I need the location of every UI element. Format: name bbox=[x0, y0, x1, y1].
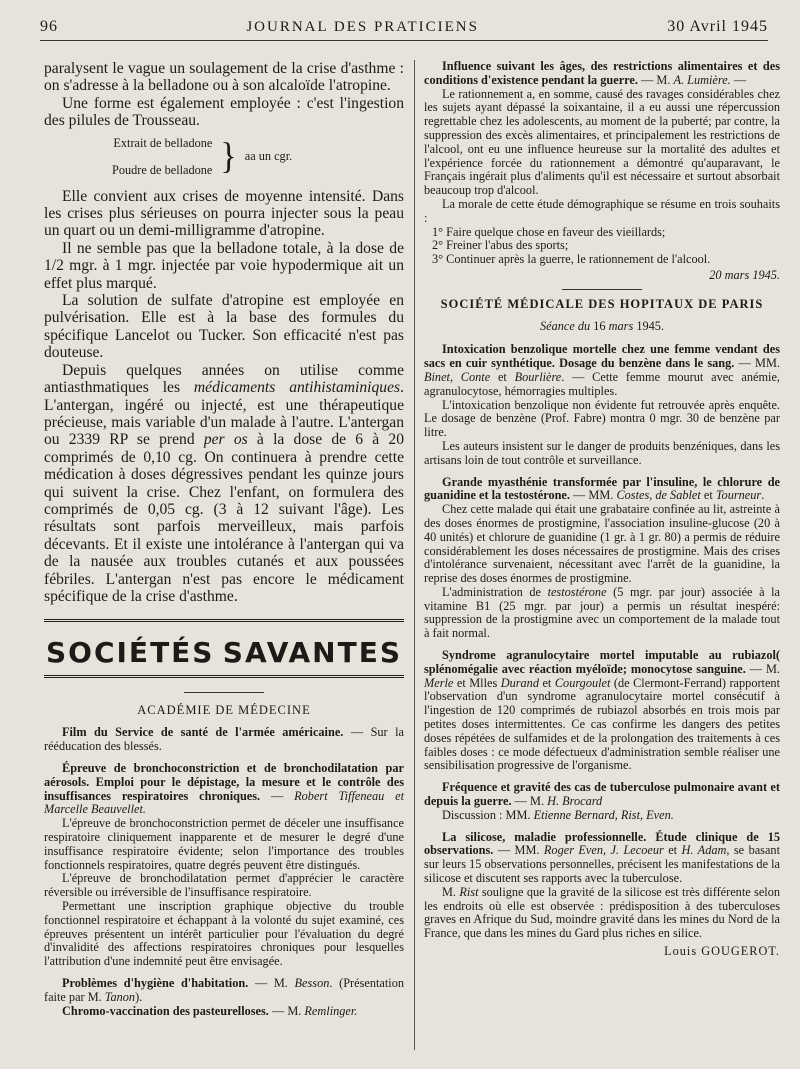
paragraph: L'épreuve de bronchodilatation permet d'apprécier le caractère réversible ou irréversible de l'insuffisance respiratoire. bbox=[44, 871, 404, 900]
report-entry: Fréquence et gravité des cas de tuberculose pulmonaire avant et depuis la guerre. — M. H. Brocard bbox=[424, 780, 780, 809]
list-item: 2° Freiner l'abus des sports; bbox=[432, 238, 569, 253]
right-column bbox=[424, 60, 780, 959]
societe-heading: SOCIÉTÉ MÉDICALE DES HOPITAUX DE PARIS bbox=[440, 296, 764, 311]
section-divider bbox=[44, 675, 404, 678]
section-heading: SOCIÉTÉS SAVANTES bbox=[46, 636, 402, 670]
paragraph: M. Rist souligne que la gravité de la silicose est très différente selon les endroits où elle est observée : prédisposition à des tuberculoses graves en Afrique du Sud, moindre gravité dans les mines du Nord de la France, que dans les mines du Gard plus riches en silice. bbox=[424, 884, 780, 941]
paragraph: Permettant une inscription graphique objective du trouble fonctionnel respiratoire et échappant à la volonté du sujet examiné, ces épreuves présentent un intérêt particulier pour l'évaluation du degré d'invalidité des affections respiratoires chroniques pour lesquelles l'attribution d'une indemnité peut être envisagée. bbox=[44, 898, 404, 969]
paragraph: L'épreuve de bronchoconstriction permet de déceler une insuffisance respiratoire cliniquement inapparente et de mesurer le degré d'une insuffisance respiratoire évidente; selon l'importance des troubles fonctionnels respiratoires, quatre degrés peuvent être distingués. bbox=[44, 816, 404, 872]
paragraph: Chez cette malade qui était une grabataire confinée au lit, astreinte à des doses énormes de prostigmine, l'association insuline-glucose (20 à 40 unités) et chlorure de guanidine (1 gr. à 1 gr. 80) a permis de réduire considérablement les doses nécessaires de prostigmine. Mais des crises d'intolérance survenaient, nécessitant avec l'arrêt de la guanidine, la reprise des doses énormes de prostigmine. bbox=[424, 502, 780, 586]
paragraph: Le rationnement a, en somme, causé des ravages considérables chez les sujets ayant dépassé la soixantaine, il a eu aussi une répercussion regrettable chez les adolescents, au moment de la puberté; par contre, la suppression des excès alimentaires, et principalement les restrictions de l'alcool, ont eu une influence heureuse sur la mortalité des adultes et l'expérience forcée du rationnement a démontré qu'auparavant, le Français ingérait plus d'aliments qu'il est nécessaire et surtout absorbait beaucoup trop d'alcool. bbox=[424, 86, 780, 198]
report-entry: La silicose, maladie professionnelle. Étude clinique de 15 observations. — MM. Roger Even, J. Lecoeur et H. Adam, se basant sur leurs 15 observations personnelles, précisent les manifestations de la silicose et discutent ses rapports avec la tuberculose. bbox=[424, 829, 780, 886]
paragraph: La solution de sulfate d'atropine est employée en pulvérisation. Elle est à la base des formules du spécifique Lancelot ou Tucker. Son efficacité n'est pas douteuse. bbox=[44, 292, 404, 362]
left-column bbox=[44, 60, 404, 1018]
page-header bbox=[40, 14, 768, 41]
report-entry: Film du Service de santé de l'armée américaine. — Sur la rééducation des blessés. bbox=[44, 725, 404, 754]
short-divider bbox=[562, 289, 642, 290]
report-entry: Intoxication benzolique mortelle chez une femme vendant des sacs en cuir synthétique. Dosage du benzène dans le sang. — MM. Binet, Conte et Bourlière. — Cette femme mourut avec anémie, agranulocytose, hémorragies multiples. bbox=[424, 342, 780, 398]
formula-ingredient: Extrait de belladone bbox=[113, 135, 213, 150]
report-entry: Grande myasthénie transformée par l'insuline, le chlorure de guanidine et la testostérone. — MM. Costes, de Sablet et Tourneur. bbox=[424, 474, 780, 503]
paragraph: La morale de cette étude démographique se résume en trois souhaits : bbox=[424, 196, 780, 225]
report-date: 20 mars 1945. bbox=[709, 267, 780, 282]
report-entry: Épreuve de bronchoconstriction et de bronchodilatation par aérosols. Emploi pour le dépistage, la mesure et le contrôle des insuffisances respiratoires chroniques. — Robert Tiffeneau et Marcelle Beauvellet. bbox=[44, 760, 404, 817]
paragraph: paralysent le vague un soulagement de la crise d'asthme : on s'adresse à la belladone ou à son alcaloïde l'atropine. bbox=[44, 60, 404, 95]
formula-dose: aa un cgr. bbox=[244, 149, 293, 164]
wish-list bbox=[424, 226, 780, 267]
signature: Louis GOUGEROT. bbox=[664, 944, 780, 959]
section-divider bbox=[44, 619, 404, 622]
paragraph: Une forme est également employée : c'est l'ingestion des pilules de Trousseau. bbox=[44, 94, 404, 130]
discussion-line: Discussion : MM. Etienne Bernard, Rist, Even. bbox=[442, 807, 674, 822]
column-divider bbox=[414, 60, 415, 1050]
paragraph: Elle convient aux crises de moyenne intensité. Dans les crises plus sérieuses on pourra injecter sous la peau un quart ou un demi-milligramme d'atropine. bbox=[44, 187, 404, 240]
issue-date: 30 Avril 1945 bbox=[667, 18, 768, 35]
prescription-formula bbox=[112, 136, 404, 178]
seance-date: Séance du 16 mars 1945. bbox=[539, 318, 664, 333]
report-entry: Problèmes d'hygiène d'habitation. — M. Besson. (Présentation faite par M. Tanon). bbox=[44, 975, 404, 1004]
report-entry: Influence suivant les âges, des restrictions alimentaires et des conditions d'existence pendant la guerre. — M. A. Lumière. — bbox=[424, 59, 780, 87]
formula-ingredient: Poudre de belladone bbox=[112, 162, 213, 177]
brace-symbol: } bbox=[220, 135, 237, 177]
paragraph: L'administration de testostérone (5 mgr. par jour) associée à la vitamine B1 (25 mgr. par jour) a permis un résultat inespéré: suppression de la prostigmine avec un comportement de la malade tout à fait normal. bbox=[424, 584, 780, 641]
list-item: 3° Continuer après la guerre, le rationnement de l'alcool. bbox=[432, 252, 711, 267]
academie-heading: ACADÉMIE DE MÉDECINE bbox=[137, 703, 311, 718]
page-number: 96 bbox=[40, 18, 58, 35]
list-item: 1° Faire quelque chose en faveur des vieillards; bbox=[432, 224, 666, 239]
short-divider bbox=[184, 692, 264, 693]
report-entry: Chromo-vaccination des pasteurelloses. — M. Remlinger. bbox=[62, 1003, 358, 1018]
paragraph: Il ne semble pas que la belladone totale, à la dose de 1/2 mgr. à 1 mgr. injectée par voie hypodermique ait un effet plus marqué. bbox=[44, 239, 404, 292]
paragraph: L'intoxication benzolique non évidente fut retrouvée après enquête. Le dosage de benzène (Prof. Fabre) montra 0 mgr. 30 de benzène par litre. bbox=[424, 397, 780, 440]
journal-title: JOURNAL DES PRATICIENS bbox=[246, 18, 479, 35]
paragraph: Les auteurs insistent sur le danger de produits benzéniques, dans les artisans loin de tout contrôle et surveillance. bbox=[424, 438, 780, 467]
report-entry: Syndrome agranulocytaire mortel imputable au rubiazol( splénomégalie avec réaction myéloïde; monocytose sanguine. — M. Merle et Mlles Durand et Courgoulet (de Clermont-Ferrand) rapportent l'observation d'un syndrome agranulocytaire mortel consécutif à l'ingestion de 120 comprimés de rubiazol absorbés en trois mois par petites doses intermittentes. Ce cas confirme les dangers des petites doses répétées de sulfamides et de la prolongation des traitements à ces faibles doses : ce mode défectueux d'administration semble réaliser une sensibilisation progressive de l'organisme. bbox=[424, 648, 780, 773]
paragraph: Depuis quelques années on utilise comme antiasthmatiques les médicaments antihistaminiques. L'antergan, ingéré ou injecté, est une thérapeutique précieuse, mais variable d'un malade à l'autre. L'antergan ou 2339 RP se prend per os à la dose de 6 à 20 comprimés de 0,10 cg. On continuera à prendre cette médication à doses dégressives pendant les quinze jours qui suivent la crise. Chez l'enfant, on formulera des comprimés de 0,05 cg. (3 à 12 suivant l'âge). Les résultats sont parfois merveilleux, mais parfois décevants. Et il existe une intolérance à l'antergan qui va de la nausée aux troubles cutanés et aux poussées fébriles. L'antergan n'est pas encore le médicament spécifique de la crise d'asthme. bbox=[44, 361, 405, 605]
